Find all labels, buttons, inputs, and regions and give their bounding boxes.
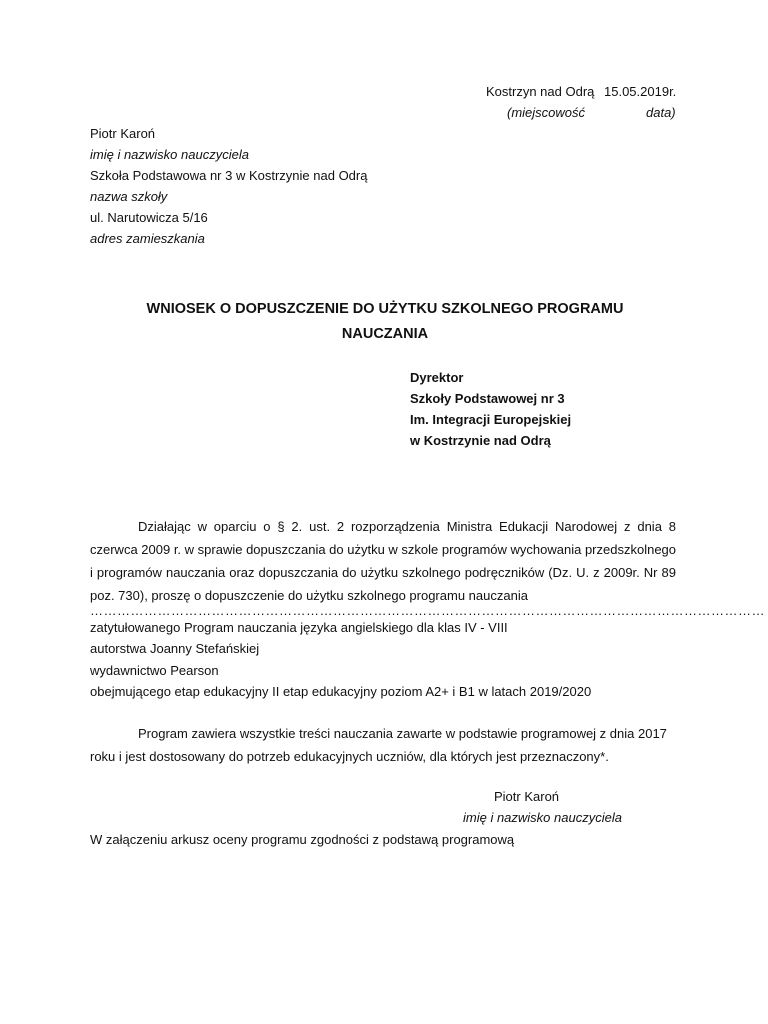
recipient-line4: w Kostrzynie nad Odrą: [410, 433, 551, 448]
signature-label: imię i nazwisko nauczyciela: [463, 810, 622, 825]
recipient-line1: Dyrektor: [410, 370, 464, 385]
attachment-note: W załączeniu arkusz oceny programu zgodności z podstawą programową: [90, 832, 515, 847]
program-stage: obejmującego etap edukacyjny II etap edukacyjny poziom A2+ i B1 w latach 2019/2020: [90, 684, 592, 699]
signature-name: Piotr Karoń: [494, 789, 560, 804]
program-publisher: wydawnictwo Pearson: [90, 663, 219, 678]
date-text: 15.05.2019r.: [604, 84, 677, 99]
recipient-line3: Im. Integracji Europejskiej: [410, 412, 572, 427]
sender-name: Piotr Karoń: [90, 126, 156, 141]
recipient-line2: Szkoły Podstawowej nr 3: [410, 391, 565, 406]
dotted-line: ……………………………………………………………………………………………………………………………………: [90, 603, 765, 618]
document-title-line2: NAUCZANIA: [341, 326, 429, 342]
body-paragraph-1: Działając w oparciu o § 2. ust. 2 rozporządzenia Ministra Edukacji Narodowej z dnia 8 czerwca 2009 r. w sprawie dopuszczania do użytku w szkole programów wychowania przedszkolnego i programów nauczania oraz dopuszczania do użytku szkolnego podręczników (Dz. U. z 2009r. Nr 89 poz. 730), proszę o dopuszczenie do użytku szkolnego programu nauczania: [90, 519, 677, 603]
place-label: (miejscowość: [507, 105, 586, 120]
sender-school-label: nazwa szkoły: [90, 189, 168, 204]
program-author: autorstwa Joanny Stefańskiej: [90, 641, 260, 656]
sender-name-label: imię i nazwisko nauczyciela: [90, 147, 249, 162]
sender-school: Szkoła Podstawowa nr 3 w Kostrzynie nad Odrą: [90, 168, 368, 183]
body-paragraph-2: Program zawiera wszystkie treści nauczania zawarte w podstawie programowej z dnia 2017 roku i jest dostosowany do potrzeb edukacyjnych uczniów, dla których jest przeznaczony*.: [90, 726, 667, 764]
document-title-line1: WNIOSEK O DOPUSZCZENIE DO UŻYTKU SZKOLNEGO PROGRAMU: [146, 301, 624, 317]
sender-address-label: adres zamieszkania: [90, 231, 205, 246]
sender-address: ul. Narutowicza 5/16: [90, 210, 208, 225]
place-text: Kostrzyn nad Odrą: [486, 84, 595, 99]
date-label: data): [646, 105, 676, 120]
program-title: zatytułowanego Program nauczania języka angielskiego dla klas IV - VIII: [90, 620, 508, 635]
